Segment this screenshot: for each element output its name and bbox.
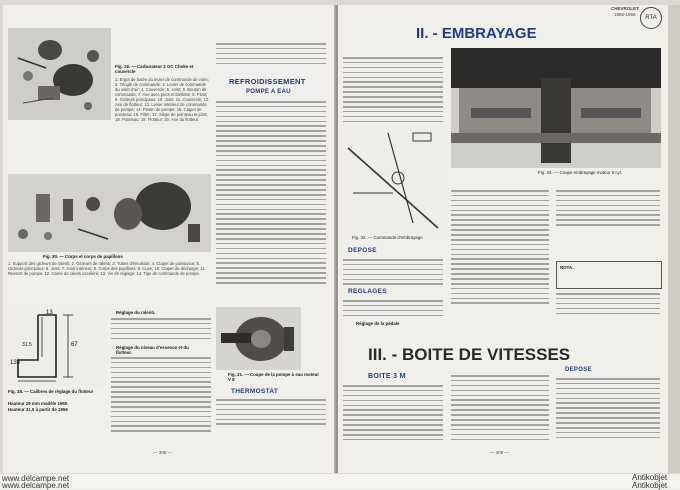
- dim-13: 13: [46, 310, 53, 316]
- gearbox-col3-paragraph: [556, 378, 660, 442]
- dim-67: 67: [71, 342, 78, 348]
- adjust-pedal-heading: Réglage de la pédale: [356, 321, 400, 326]
- header-years: 1955-1956: [614, 12, 636, 17]
- figure-33-photo: [451, 48, 661, 168]
- gearbox-col2-paragraph: [451, 375, 549, 443]
- fig29-legend: 1. Ergot de butée du levier de commande de volet; 2. Tringle de commande; 3. Levier de commande du volet d'air; 4. Couvercle; 5. Joint; 6. Bouton de commande; 7. Axe avec pivot et biellette; 8. Pivot; 9. Gicleurs principaux; 10. Joint; 11. Couvercle; 12. Axe de flotteur; 13. Levier intérieur de commande de pompe; 14. Piston de pompe; 15. Clapet de pointeau; 16. Filtre; 17. Siège de pointeau et joint; 18. Pointeau; 19. Flotteur; 20. Axe du flotteur.: [115, 77, 210, 122]
- fig31-caption: Fig. 31. — Coupe de la pompe à eau moteur V 8: [228, 372, 320, 383]
- watermark-right-1: Antikobjet: [632, 473, 668, 482]
- reglages-paragraph: [343, 300, 443, 320]
- figure-29-photo: [8, 28, 111, 120]
- height-1956: Hauteur 31,5 à partir de 1956: [8, 407, 68, 412]
- watermark-left-1: www.delcampe.net: [2, 474, 70, 483]
- water-pump-section-image: [216, 307, 301, 370]
- fig32-caption: Fig. 32. — Commande d'embrayage: [352, 235, 423, 240]
- col2-paragraph-top: [216, 43, 326, 67]
- figure-31-photo: [216, 307, 301, 370]
- figure-28-drawing: [8, 305, 105, 387]
- col1-paragraph-float: [111, 357, 211, 435]
- fig30-legend: 1. Support des gicleurs de ralenti; 2. Gicleurs de ralenti; 3. Tubes d'émulsion; 4. Clapet de puissance; 5. Gicleurs principaux; 6. Joint; 7. Joint intérieur; 8. Corps des papillons; 9. Cuve; 10. Clapet de décharge; 11. Ressort de pompe; 12. Came de ralenti accéléré; 13. Vis de réglage; 14. Tige de commande de pompe.: [8, 261, 206, 276]
- header-brand: CHEVROLET: [611, 6, 639, 11]
- fig29-caption: Fig. 29. — Carburateur 2 GC Choke et couvercle: [115, 64, 194, 75]
- watermark-right-2: Antikobjet: [632, 481, 668, 490]
- right-page: [338, 5, 668, 473]
- nota-label: NOTA.: [560, 265, 574, 270]
- left-page: [3, 5, 336, 473]
- carburetor-parts-image: [8, 28, 111, 120]
- section-depose-clutch: DEPOSE: [348, 247, 377, 254]
- clutch-section-image: [451, 48, 661, 168]
- col1-paragraph-idle: [111, 318, 211, 342]
- figure-30-photo: [8, 174, 211, 252]
- clutch-col3-paragraph-2: [556, 293, 660, 317]
- nota-box: [556, 261, 662, 289]
- fig33-caption: Fig. 33. — Coupe embrayage moteur 6 cyl.: [538, 170, 622, 175]
- right-page-number: — 309 —: [490, 450, 510, 455]
- adjust-idle-heading: Réglage du ralenti.: [116, 310, 156, 315]
- subsection-pompe-a-eau: POMPE A EAU: [246, 89, 291, 95]
- height-1955: Hauteur 29 mm modèle 1955: [8, 401, 68, 406]
- left-page-number: — 308 —: [153, 450, 173, 455]
- section-refroidissement: REFROIDISSEMENT: [229, 77, 306, 86]
- title-boite-de-vitesses: III. - BOITE DE VITESSES: [368, 345, 571, 364]
- watermark-left-2: www.delcampe.net: [2, 481, 70, 490]
- depose-paragraph: [343, 259, 443, 288]
- clutch-col3-paragraph: [556, 190, 660, 229]
- clutch-col2-paragraph: [451, 190, 549, 307]
- gearbox-sub-heading: BOITE 3 M: [368, 373, 406, 380]
- fig28-caption: Fig. 28. — Calibres de réglage du flotteur: [8, 389, 94, 394]
- fig30-caption: Fig. 30. — Corps et corps de papillons: [43, 254, 123, 259]
- figure-32-drawing: [343, 123, 446, 233]
- col2-paragraph-thermostat: [216, 399, 326, 428]
- dim-135: 135: [10, 360, 21, 366]
- carburetor-body-image: [8, 174, 211, 252]
- adjust-float-heading: Réglage du niveau d'essence et du flotteur.: [116, 345, 189, 356]
- title-embrayage: II. - EMBRAYAGE: [416, 25, 537, 42]
- watermark-bar: [0, 474, 680, 489]
- col2-paragraph-pump: [216, 101, 326, 287]
- gearbox-col1-paragraph: [343, 385, 443, 444]
- section-thermostat: THERMOSTAT: [231, 388, 279, 395]
- rta-logo: RTA: [640, 7, 662, 29]
- next-page-edge: [668, 5, 680, 473]
- dim-315: 31.5: [22, 342, 32, 348]
- section-reglages: REGLAGES: [348, 288, 387, 295]
- clutch-linkage-diagram: [343, 123, 446, 233]
- section-depose-gearbox: DEPOSE: [565, 367, 592, 373]
